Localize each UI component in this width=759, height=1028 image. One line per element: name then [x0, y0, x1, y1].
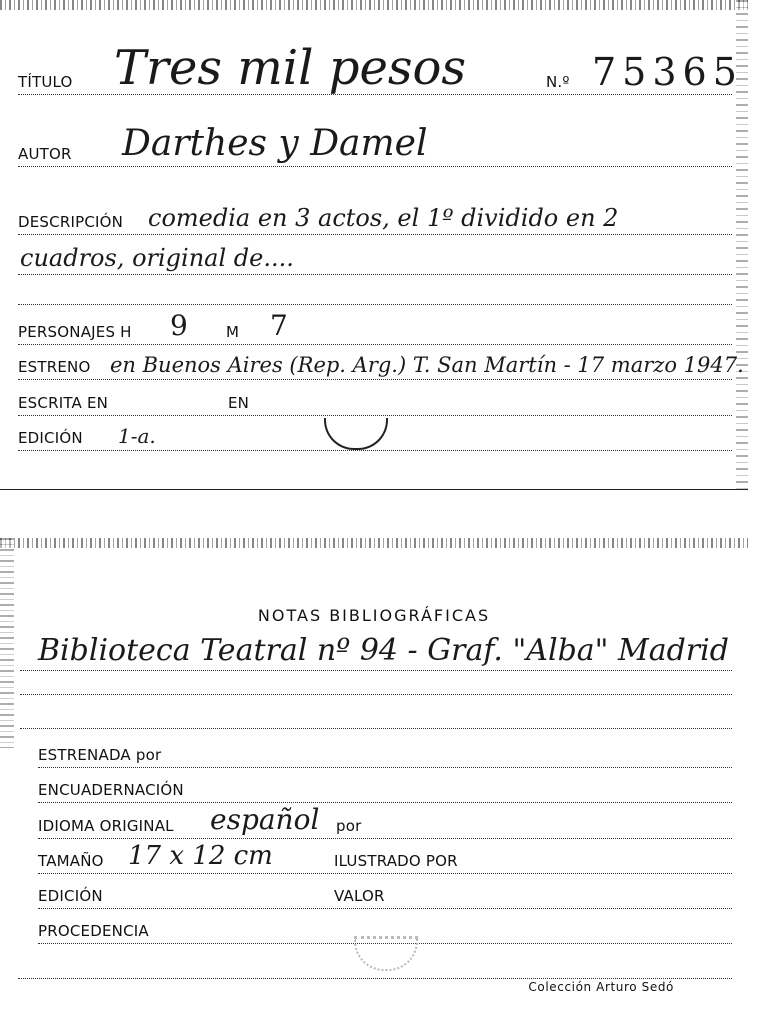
idioma-value: español [210, 803, 320, 836]
descripcion-value: comedia en 3 actos, el 1º dividido en 2 [148, 204, 619, 232]
personajes-h-value: 9 [170, 309, 188, 342]
idioma-por-label: por [336, 817, 362, 835]
escrita-en-label: EN [228, 394, 250, 412]
notas-heading: NOTAS BIBLIOGRÁFICAS [257, 606, 491, 625]
tamano-row [38, 839, 732, 874]
idioma-row [38, 804, 732, 839]
autor-label: AUTOR [18, 145, 72, 163]
idioma-label: IDIOMA ORIGINAL [38, 817, 174, 835]
descripcion-label: DESCRIPCIÓN [18, 213, 124, 231]
personajes-row [18, 308, 732, 345]
estrenada-label: ESTRENADA por [38, 746, 162, 764]
autor-row [18, 123, 732, 167]
edicion-value: 1-a. [118, 424, 156, 448]
catalog-card-back [0, 538, 748, 1008]
card-left-edge [0, 538, 14, 748]
notas-row-2 [20, 664, 732, 695]
procedencia-label: PROCEDENCIA [38, 922, 149, 940]
descripcion-value-2: cuadros, original de.... [20, 244, 294, 272]
titulo-row [18, 40, 743, 96]
estreno-label: ESTRENO [18, 358, 91, 376]
valor-label: VALOR [334, 887, 385, 905]
escrita-row [18, 379, 732, 416]
estrenada-row [38, 733, 732, 768]
personajes-m-label: M [226, 323, 240, 341]
edicion-label: EDICIÓN [18, 429, 83, 447]
numero-label: N.º [546, 73, 570, 91]
titulo-label: TÍTULO [18, 73, 73, 91]
tamano-label: TAMAÑO [38, 852, 104, 870]
edicion-back-row [38, 874, 732, 909]
estreno-row [18, 343, 744, 380]
notas-value: Biblioteca Teatral nº 94 - Graf. "Alba" Madrid [38, 633, 729, 668]
descripcion-row [18, 198, 732, 235]
escrita-label: ESCRITA EN [18, 394, 109, 412]
ilustrado-label: ILUSTRADO POR [334, 852, 458, 870]
personajes-m-value: 7 [270, 309, 288, 342]
card-bottom-rule [0, 489, 748, 490]
notas-row-3 [20, 698, 732, 729]
blank-row [18, 268, 732, 305]
titulo-value: Tres mil pesos [114, 40, 467, 96]
personajes-label: PERSONAJES H [18, 323, 132, 341]
card-top-edge [0, 538, 748, 548]
card-top-edge [0, 0, 748, 10]
encuadernacion-label: ENCUADERNACIÓN [38, 781, 184, 799]
catalog-card-front [0, 0, 748, 490]
estreno-value: en Buenos Aires (Rep. Arg.) T. San Martín - 17 marzo 1947. [110, 353, 744, 377]
autor-value: Darthes y Damel [122, 123, 428, 164]
collection-credit: Colección Arturo Sedó [528, 980, 674, 994]
tamano-value: 17 x 12 cm [128, 841, 273, 871]
numero-value: 75365 [592, 50, 743, 94]
encuadernacion-row [38, 768, 732, 803]
edicion-back-label: EDICIÓN [38, 887, 103, 905]
